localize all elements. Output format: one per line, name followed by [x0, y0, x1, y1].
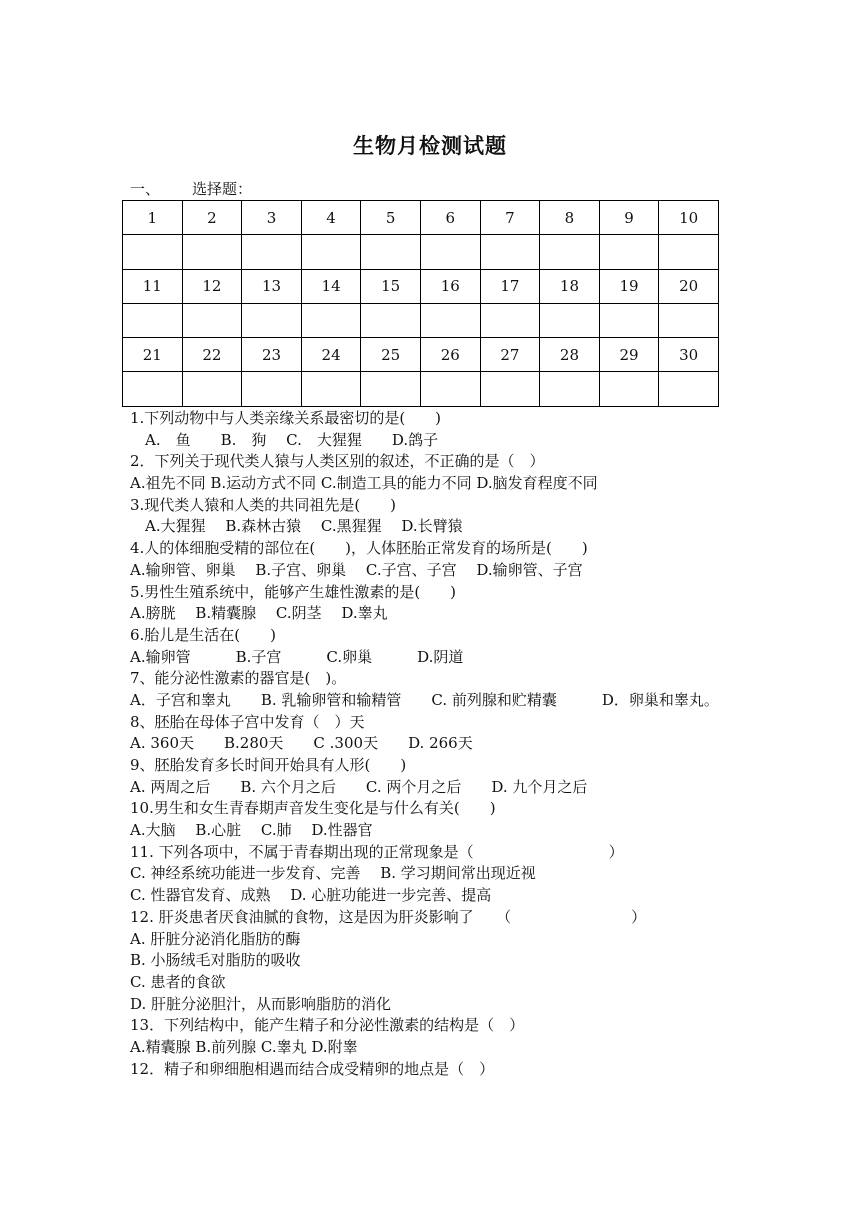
question-number-cell: 7 [480, 201, 540, 235]
question-line: D. 肝脏分泌胆汁，从而影响脂肪的消化 [130, 994, 392, 1013]
section-label: 选择题： [192, 180, 253, 198]
question-line: A.输卵管 B.子宫 C.卵巢 D.阴道 [130, 647, 464, 666]
question-number-cell: 9 [599, 201, 659, 235]
question-line: A.大脑 B.心脏 C.肺 D.性器官 [130, 821, 373, 840]
question-line: 4.人的体细胞受精的部位在( )，人体胚胎正常发育的场所是( ) [130, 539, 588, 558]
question-line: B. 小肠绒毛对脂肪的吸收 [130, 951, 301, 970]
answer-blank-cell[interactable] [540, 303, 600, 337]
question-line: C. 性器官发育、成熟 D. 心脏功能进一步完善、提高 [130, 886, 492, 905]
section-heading [130, 178, 252, 199]
question-number-cell: 1 [123, 201, 183, 235]
question-line: 5.男性生殖系统中，能够产生雄性激素的是( ) [130, 582, 457, 601]
question-number-cell: 6 [420, 201, 480, 235]
answer-blank-cell[interactable] [123, 303, 183, 337]
answer-grid-number-row [123, 201, 719, 235]
question-line: A. 两周之后 B. 六个月之后 C. 两个月之后 D. 九个月之后 [130, 777, 588, 796]
answer-blank-cell[interactable] [659, 303, 719, 337]
question-number-cell: 11 [123, 269, 183, 303]
question-line: A.祖先不同 B.运动方式不同 C.制造工具的能力不同 D.脑发育程度不同 [130, 474, 598, 493]
question-number-cell: 21 [123, 338, 183, 372]
question-number-cell: 18 [540, 269, 600, 303]
question-line: 3.现代类人猿和人类的共同祖先是( ) [130, 495, 397, 514]
answer-blank-cell[interactable] [242, 235, 302, 269]
question-number-cell: 16 [420, 269, 480, 303]
answer-blank-cell[interactable] [480, 303, 540, 337]
question-line: 9、胚胎发育多长时间开始具有人形( ) [130, 756, 407, 775]
answer-grid-blank-row [123, 235, 719, 269]
question-line: 2．下列关于现代类人猿与人类区别的叙述，不正确的是（ ） [130, 452, 545, 471]
question-line: A.大猩猩 B.森林古猿 C.黑猩猩 D.长臂猿 [130, 517, 463, 536]
question-line: 1.下列动物中与人类亲缘关系最密切的是( ) [130, 409, 442, 427]
question-number-cell: 24 [301, 338, 361, 372]
question-number-cell: 25 [361, 338, 421, 372]
answer-blank-cell[interactable] [242, 303, 302, 337]
question-number-cell: 19 [599, 269, 659, 303]
question-number-cell: 20 [659, 269, 719, 303]
question-number-cell: 22 [182, 338, 242, 372]
answer-grid-blank-row [123, 303, 719, 337]
answer-blank-cell[interactable] [361, 303, 421, 337]
question-line: A. 360天 B.280天 C .300天 D. 266天 [130, 734, 473, 753]
answer-blank-cell[interactable] [420, 235, 480, 269]
question-number-cell: 14 [301, 269, 361, 303]
question-number-cell: 28 [540, 338, 600, 372]
question-line: 10.男生和女生青春期声音发生变化是与什么有关( ) [130, 799, 496, 818]
answer-blank-cell[interactable] [540, 235, 600, 269]
answer-blank-cell[interactable] [659, 372, 719, 406]
answer-blank-cell[interactable] [242, 372, 302, 406]
answer-blank-cell[interactable] [361, 372, 421, 406]
question-number-cell: 8 [540, 201, 600, 235]
answer-blank-cell[interactable] [480, 235, 540, 269]
question-line: 8、胚胎在母体子宫中发育（ ）天 [130, 712, 365, 731]
question-number-cell: 29 [599, 338, 659, 372]
question-line: 11. 下列各项中，不属于青春期出现的正常现象是（ ） [130, 842, 624, 861]
answer-blank-cell[interactable] [599, 372, 659, 406]
answer-blank-cell[interactable] [420, 372, 480, 406]
question-number-cell: 10 [659, 201, 719, 235]
answer-blank-cell[interactable] [540, 372, 600, 406]
question-line: C. 神经系统功能进一步发育、完善 B. 学习期间常出现近视 [130, 864, 536, 883]
section-number: 一、 [130, 180, 161, 198]
answer-blank-cell[interactable] [659, 235, 719, 269]
answer-blank-cell[interactable] [301, 235, 361, 269]
answer-blank-cell[interactable] [480, 372, 540, 406]
answer-blank-cell[interactable] [420, 303, 480, 337]
question-number-cell: 2 [182, 201, 242, 235]
question-number-cell: 27 [480, 338, 540, 372]
question-line: C. 患者的食欲 [130, 972, 226, 991]
question-number-cell: 17 [480, 269, 540, 303]
answer-blank-cell[interactable] [182, 235, 242, 269]
question-number-cell: 5 [361, 201, 421, 235]
question-number-cell: 30 [659, 338, 719, 372]
answer-grid-blank-row [123, 372, 719, 406]
answer-grid-number-row [123, 338, 719, 372]
answer-blank-cell[interactable] [599, 303, 659, 337]
question-list [130, 408, 742, 1080]
answer-blank-cell[interactable] [361, 235, 421, 269]
question-line: A.输卵管、卵巢 B.子宫、卵巢 C.子宫、子宫 D.输卵管、子宫 [130, 560, 583, 579]
answer-grid-number-row [123, 269, 719, 303]
answer-blank-cell[interactable] [301, 303, 361, 337]
question-line: 13．下列结构中，能产生精子和分泌性激素的结构是（ ） [130, 1016, 525, 1035]
question-line: 6.胎儿是生活在( ) [130, 625, 277, 644]
question-line: A. 鱼 B. 狗 C. 大猩猩 D.鸽子 [130, 430, 439, 449]
question-number-cell: 3 [242, 201, 302, 235]
question-line: A.膀胱 B.精囊腺 C.阴茎 D.睾丸 [130, 604, 388, 623]
page-title: 生物月检测试题 [353, 134, 507, 158]
question-number-cell: 12 [182, 269, 242, 303]
answer-blank-cell[interactable] [123, 235, 183, 269]
question-number-cell: 26 [420, 338, 480, 372]
answer-blank-cell[interactable] [182, 303, 242, 337]
question-line: 12. 肝炎患者厌食油腻的食物，这是因为肝炎影响了 （ ） [130, 907, 647, 926]
question-number-cell: 15 [361, 269, 421, 303]
question-number-cell: 13 [242, 269, 302, 303]
answer-blank-cell[interactable] [123, 372, 183, 406]
question-number-cell: 23 [242, 338, 302, 372]
question-line: 12．精子和卵细胞相遇而结合成受精卵的地点是（ ） [130, 1059, 495, 1078]
question-line: A．子宫和睾丸 B. 乳输卵管和输精管 C. 前列腺和贮精囊 D．卵巢和睾丸。 [130, 690, 719, 709]
question-line: A.精囊腺 B.前列腺 C.睾丸 D.附睾 [130, 1037, 358, 1056]
answer-blank-cell[interactable] [301, 372, 361, 406]
answer-blank-cell[interactable] [599, 235, 659, 269]
answer-blank-cell[interactable] [182, 372, 242, 406]
question-line: A. 肝脏分泌消化脂肪的酶 [130, 929, 301, 948]
answer-grid [122, 200, 719, 407]
question-number-cell: 4 [301, 201, 361, 235]
question-line: 7、能分泌性激素的器官是( )。 [130, 669, 347, 688]
